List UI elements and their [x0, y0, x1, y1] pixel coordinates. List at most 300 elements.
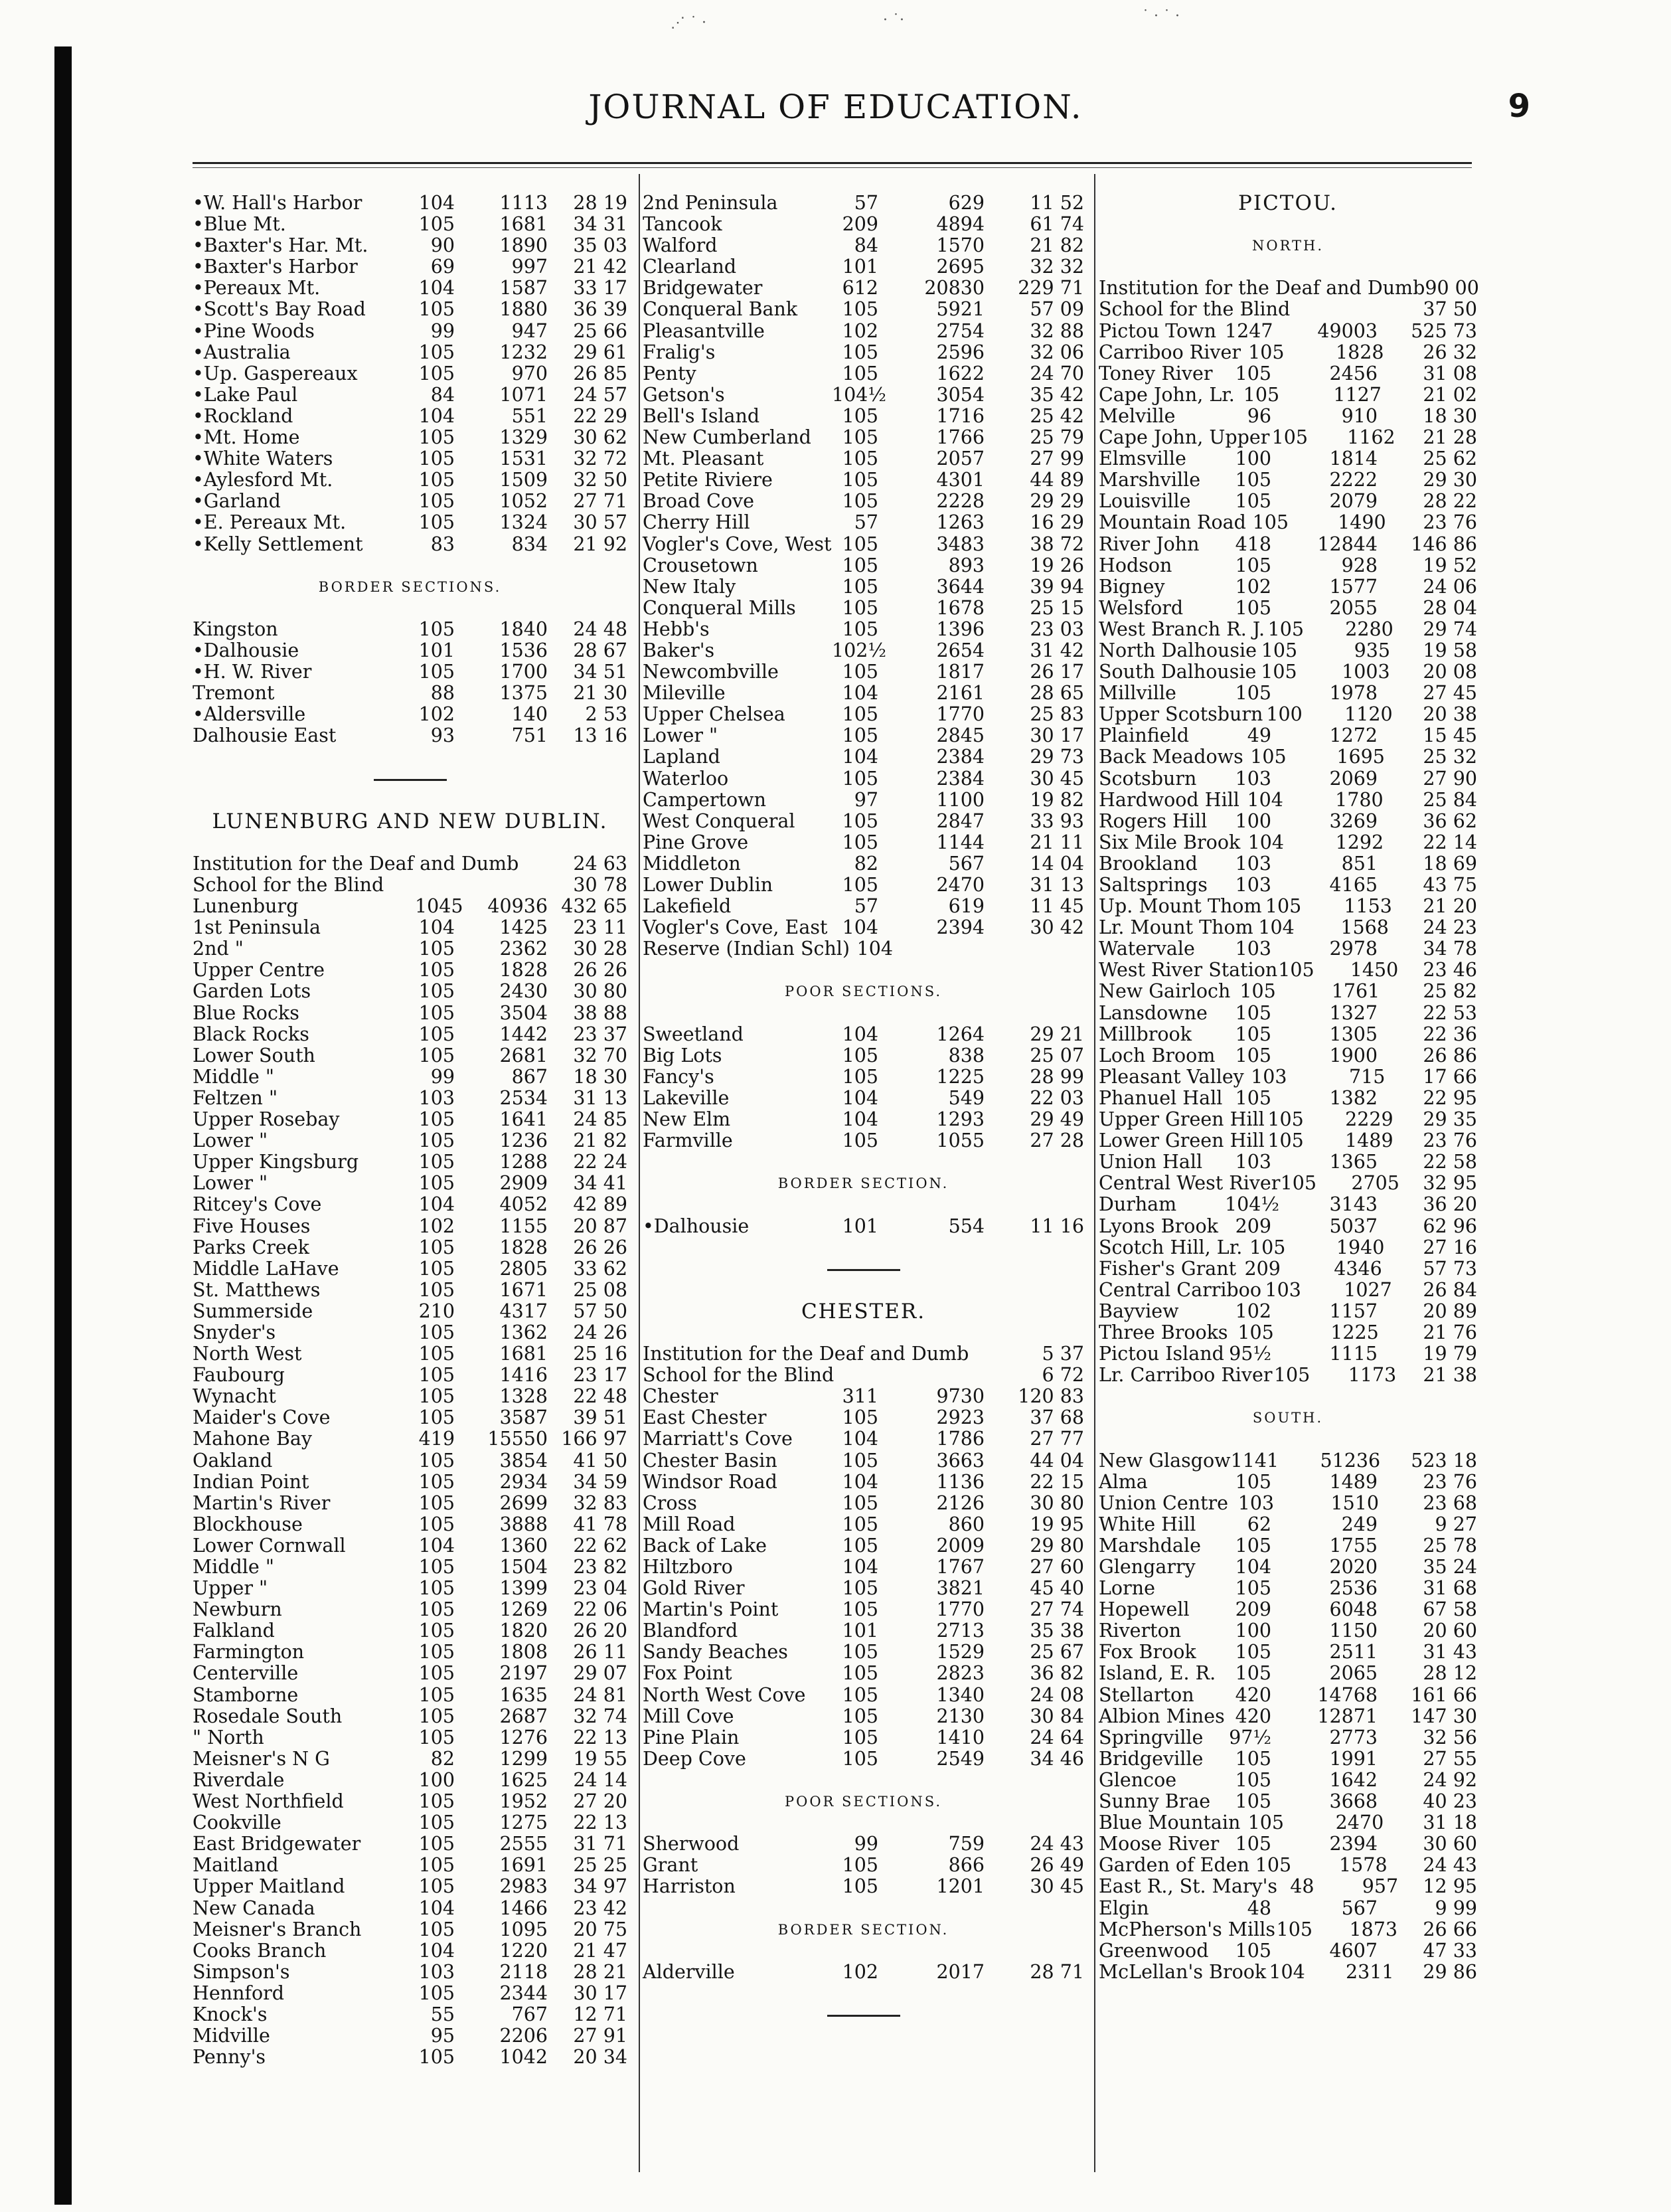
section-name: Brookland — [1099, 852, 1198, 875]
table-row — [643, 1216, 1084, 1237]
table-row — [1099, 299, 1477, 320]
grant-amount: 21 82 — [1030, 234, 1084, 257]
table-row — [193, 1386, 627, 1407]
grant-amount: 24 08 — [1030, 1683, 1084, 1706]
table-row — [193, 1642, 627, 1663]
table-row — [193, 1322, 627, 1343]
table-row — [193, 1940, 627, 1962]
section-name: Clearland — [643, 256, 737, 278]
days-taught: 105 — [418, 1577, 455, 1600]
section-name: Getson's — [643, 383, 725, 406]
days-taught: 105 — [842, 554, 878, 576]
days-taught: 105 — [1235, 682, 1271, 705]
days-taught: 105 — [418, 959, 455, 981]
grant-amount: 9 99 — [1435, 1897, 1477, 1919]
grant-amount: 29 49 — [1030, 1108, 1084, 1131]
section-name: Upper Chelsea — [643, 703, 785, 726]
grant-amount: 44 89 — [1030, 469, 1084, 491]
table-row — [1099, 534, 1477, 555]
section-name: Bell's Island — [643, 404, 760, 427]
column-left — [193, 193, 627, 2068]
days-taught: 104 — [842, 746, 878, 768]
grant-amount: 31 43 — [1423, 1641, 1477, 1663]
grant-amount: 34 97 — [573, 1875, 627, 1898]
section-name: •Kelly Settlement — [193, 533, 363, 555]
grant-amount: 16 29 — [1030, 511, 1084, 534]
days-taught: 104 — [842, 1108, 878, 1131]
days-taught — [1290, 299, 1324, 320]
attendance-days: 1100 — [936, 788, 985, 811]
days-taught: 105 — [842, 1747, 878, 1770]
section-name: Harriston — [643, 1875, 736, 1898]
section-name: Middle " — [193, 1556, 274, 1578]
section-name: Black Rocks — [193, 1023, 309, 1045]
table-row — [1099, 1855, 1477, 1876]
table-row — [193, 640, 627, 661]
days-taught: 105 — [842, 533, 878, 555]
attendance-days: 1027 — [1344, 1278, 1392, 1301]
grant-amount: 43 75 — [1423, 874, 1477, 896]
grant-amount: 26 49 — [1030, 1854, 1084, 1877]
attendance-days: 1489 — [1345, 1130, 1393, 1152]
table-row — [1099, 1024, 1477, 1045]
table-row — [193, 363, 627, 384]
grant-amount: 26 17 — [1030, 661, 1084, 683]
table-row — [643, 1962, 1084, 1983]
days-taught: 105 — [418, 1023, 455, 1045]
section-name: Sunny Brae — [1099, 1790, 1211, 1813]
grant-amount: 37 50 — [1423, 298, 1477, 321]
section-name: Stellarton — [1099, 1683, 1194, 1706]
grant-amount: 57 73 — [1423, 1257, 1478, 1280]
grant-amount: 24 81 — [573, 1683, 627, 1706]
table-row — [1099, 598, 1477, 619]
grant-amount: 23 76 — [1423, 511, 1477, 534]
days-taught: 97½ — [1229, 1726, 1271, 1748]
days-taught: 102 — [418, 703, 455, 726]
section-name: Middle LaHave — [193, 1257, 339, 1280]
section-name: Hennford — [193, 1982, 285, 2004]
grant-amount: 22 14 — [1423, 831, 1477, 853]
table-row — [1099, 1557, 1477, 1578]
table-row — [643, 1557, 1084, 1578]
table-row — [643, 790, 1084, 811]
grant-amount: 32 56 — [1423, 1726, 1477, 1748]
grant-amount: 38 88 — [573, 1001, 627, 1024]
section-name: Lower " — [193, 1130, 268, 1152]
days-taught: 105 — [842, 1534, 878, 1557]
days-taught: 105 — [1235, 1747, 1271, 1770]
grant-amount: 29 29 — [1030, 490, 1084, 513]
days-taught: 105 — [842, 448, 878, 470]
section-heading: BORDER SECTION. — [777, 1921, 949, 1938]
days-taught: 104 — [1258, 916, 1295, 939]
table-row — [193, 1898, 627, 1919]
table-row — [1099, 853, 1477, 875]
section-name: Broad Cove — [643, 490, 754, 513]
days-taught: 105 — [418, 426, 455, 449]
days-taught: 105 — [842, 404, 878, 427]
table-row — [193, 448, 627, 469]
attendance-days: 1292 — [1335, 831, 1384, 853]
table-row — [643, 1472, 1084, 1493]
scan-speck: ⋰ ˙ · — [671, 15, 706, 31]
section-name: Cross — [643, 1491, 697, 1514]
days-taught: 105 — [1235, 1662, 1271, 1685]
section-name: Lorne — [1099, 1577, 1155, 1600]
attendance-days: 2695 — [936, 256, 985, 278]
attendance-days: 2534 — [499, 1086, 548, 1109]
grant-amount: 24 70 — [1030, 362, 1084, 384]
section-name: Lyons Brook — [1099, 1215, 1218, 1237]
section-name: Walford — [643, 234, 718, 257]
days-taught: 96 — [1247, 404, 1271, 427]
table-row — [643, 1343, 1084, 1365]
attendance-days: 2470 — [1335, 1812, 1384, 1834]
attendance-days: 2206 — [499, 2025, 548, 2047]
table-row — [1099, 1450, 1477, 1472]
attendance-days: 2681 — [499, 1044, 548, 1066]
section-name: St. Matthews — [193, 1278, 321, 1301]
days-taught: 105 — [418, 362, 455, 384]
section-name: Fox Point — [643, 1662, 732, 1685]
days-taught: 105 — [418, 1385, 455, 1408]
section-name: White Hill — [1099, 1513, 1196, 1535]
days-taught: 82 — [430, 1747, 455, 1770]
table-row — [193, 384, 627, 406]
days-taught: 105 — [842, 809, 878, 832]
attendance-days: 1952 — [499, 1790, 548, 1813]
table-row — [193, 1493, 627, 1514]
attendance-days: 1466 — [499, 1897, 548, 1919]
attendance-days: 1510 — [1330, 1491, 1379, 1514]
table-row — [643, 896, 1084, 917]
grant-amount: 25 16 — [573, 1343, 627, 1365]
section-name: •Pine Woods — [193, 319, 315, 342]
grant-amount: 40 23 — [1423, 1790, 1477, 1813]
attendance-days: 12871 — [1317, 1705, 1378, 1727]
attendance-days: 3821 — [936, 1577, 985, 1600]
table-row — [1099, 1237, 1477, 1258]
attendance-days: 2130 — [936, 1705, 985, 1727]
days-taught: 105 — [1278, 959, 1314, 981]
grant-amount: 27 77 — [1030, 1428, 1084, 1450]
attendance-days: 997 — [511, 256, 548, 278]
attendance-days: 1940 — [1336, 1236, 1385, 1258]
days-taught: 311 — [842, 1385, 878, 1408]
table-row — [1099, 619, 1477, 640]
attendance-days: 1880 — [499, 298, 548, 321]
days-taught: 105 — [418, 1598, 455, 1621]
section-name: New Elm — [643, 1108, 731, 1131]
attendance-days: 1681 — [499, 213, 548, 236]
attendance-days: 554 — [948, 1215, 985, 1237]
days-taught: 103 — [1251, 1065, 1287, 1088]
section-name: Vogler's Cove, East — [643, 916, 828, 939]
attendance-days: 2161 — [936, 682, 985, 705]
attendance-days: 2823 — [936, 1662, 985, 1685]
days-taught: 105 — [842, 1598, 878, 1621]
grant-amount: 31 13 — [573, 1086, 627, 1109]
attendance-days: 2978 — [1329, 938, 1378, 960]
grant-amount: 31 08 — [1423, 362, 1477, 384]
grant-amount: 35 38 — [1030, 1620, 1084, 1642]
spacer — [643, 1770, 1084, 1791]
attendance-days: 1642 — [1329, 1768, 1378, 1791]
attendance-days: 3269 — [1329, 809, 1378, 832]
days-taught: 103 — [1237, 1491, 1275, 1514]
table-row — [193, 1983, 627, 2004]
days-taught: 103 — [1235, 852, 1271, 875]
days-taught: 95 — [430, 2025, 455, 2047]
attendance-days: 2118 — [499, 1960, 548, 1983]
table-row — [643, 1685, 1084, 1706]
section-name: Union Centre — [1099, 1491, 1229, 1514]
days-taught: 105 — [418, 2046, 455, 2069]
table-row — [1099, 278, 1477, 299]
days-taught: 105 — [418, 1278, 455, 1301]
spacer — [643, 1280, 1084, 1301]
table-row — [193, 1365, 627, 1386]
table-row — [643, 384, 1084, 406]
section-name: Lower Cornwall — [193, 1534, 346, 1557]
days-taught: 88 — [430, 682, 455, 705]
days-taught: 105 — [842, 831, 878, 853]
section-name: Snyder's — [193, 1321, 276, 1343]
section-name: Lapland — [643, 746, 720, 768]
spacer — [193, 790, 627, 811]
attendance-days: 2017 — [936, 1960, 985, 1983]
table-row — [193, 981, 627, 1002]
section-name: Phanuel Hall — [1099, 1086, 1223, 1109]
grant-amount: 34 41 — [573, 1172, 627, 1195]
days-taught: 93 — [430, 724, 455, 747]
section-name: Lower South — [193, 1044, 315, 1066]
attendance-days: 1671 — [499, 1278, 548, 1301]
grant-amount: 146 86 — [1411, 533, 1477, 555]
grant-amount: 32 74 — [573, 1705, 627, 1727]
table-row — [193, 1130, 627, 1151]
attendance-days: 1828 — [499, 1236, 548, 1258]
section-name: Alma — [1099, 1470, 1148, 1493]
section-name: 1st Peninsula — [193, 916, 321, 939]
grant-amount: 32 06 — [1030, 341, 1084, 363]
days-taught: 105 — [418, 1108, 455, 1131]
section-name: South Dalhousie — [1099, 661, 1257, 683]
days-taught: 105 — [1235, 1577, 1271, 1600]
table-row — [1099, 1472, 1477, 1493]
grant-amount: 27 28 — [1030, 1130, 1084, 1152]
section-name: Marshville — [1099, 469, 1201, 491]
section-name: New Gairloch — [1099, 980, 1231, 1003]
spacer — [643, 1194, 1084, 1215]
spacer — [193, 598, 627, 619]
days-taught: 105 — [1261, 639, 1298, 661]
attendance-days: 1042 — [499, 2046, 548, 2069]
grant-amount: 33 93 — [1030, 809, 1084, 832]
table-row — [193, 1151, 627, 1173]
grant-amount: 30 62 — [573, 426, 627, 449]
days-taught: 105 — [842, 703, 878, 726]
attendance-days: 1681 — [499, 1343, 548, 1365]
grant-amount: 24 06 — [1423, 575, 1477, 598]
table-row — [193, 1770, 627, 1791]
grant-amount: 12 71 — [573, 2003, 627, 2025]
grant-amount: 57 09 — [1030, 298, 1084, 321]
table-row — [193, 1301, 627, 1322]
spacer — [1099, 214, 1477, 235]
days-taught: 99 — [430, 319, 455, 342]
days-taught: 104½ — [832, 383, 887, 406]
spacer — [1099, 256, 1477, 278]
attendance-days: 1425 — [499, 916, 548, 939]
days-taught: 105 — [842, 1705, 878, 1727]
section-name: Upper Rosebay — [193, 1108, 340, 1131]
grant-amount: 21 20 — [1423, 895, 1477, 918]
days-taught: 105 — [1243, 383, 1280, 406]
table-row — [193, 193, 627, 214]
grant-amount: 24 92 — [1423, 1768, 1477, 1791]
table-row — [193, 321, 627, 342]
attendance-days: 1691 — [499, 1854, 548, 1877]
section-name: •Baxter's Harbor — [193, 256, 358, 278]
grant-amount: 23 76 — [1423, 1130, 1477, 1152]
attendance-days: 3587 — [499, 1406, 548, 1429]
grant-amount: 21 02 — [1423, 383, 1478, 406]
table-row — [643, 1066, 1084, 1088]
days-taught: 104 — [418, 404, 455, 427]
grant-amount: 22 29 — [573, 404, 627, 427]
section-name: Deep Cove — [643, 1747, 746, 1770]
days-taught: 57 — [854, 895, 878, 918]
grant-amount: 23 03 — [1030, 618, 1084, 640]
table-row — [1099, 384, 1477, 406]
section-name: Tancook — [643, 213, 722, 236]
attendance-days: 1489 — [1329, 1470, 1378, 1493]
attendance-days: 1716 — [936, 404, 985, 427]
days-taught: 104 — [842, 1023, 878, 1045]
attendance-days: 4165 — [1329, 874, 1378, 896]
days-taught: 105 — [418, 1130, 455, 1152]
table-row — [643, 832, 1084, 853]
days-taught: 105 — [418, 1001, 455, 1024]
section-name: Lower " — [643, 724, 718, 747]
days-taught: 102 — [1235, 575, 1271, 598]
table-row — [1099, 981, 1477, 1002]
table-row — [193, 1514, 627, 1535]
attendance-days: 3668 — [1329, 1790, 1378, 1813]
table-row — [1099, 491, 1477, 512]
attendance-days: 1201 — [936, 1875, 985, 1898]
table-row — [1099, 1109, 1477, 1130]
days-taught: 105 — [418, 1491, 455, 1514]
days-taught: 101 — [842, 256, 878, 278]
days-taught: 105 — [418, 1044, 455, 1066]
section-name: •Australia — [193, 341, 291, 363]
section-name: Chester — [643, 1385, 718, 1408]
days-taught: 105 — [1235, 1534, 1271, 1557]
table-row — [1099, 1642, 1477, 1663]
table-row — [643, 427, 1084, 448]
days-taught: 105 — [418, 618, 455, 640]
grant-amount: 44 04 — [1030, 1449, 1084, 1472]
section-name: School for the Blind — [1099, 298, 1291, 321]
attendance-days: 140 — [511, 703, 548, 726]
table-row — [1099, 1940, 1477, 1962]
grant-amount: 13 16 — [573, 724, 627, 747]
section-name: East Chester — [643, 1406, 767, 1429]
attendance-days: 2079 — [1329, 490, 1378, 513]
attendance-days: 2229 — [1345, 1108, 1393, 1131]
grant-amount: 26 84 — [1423, 1278, 1478, 1301]
grant-amount: 23 04 — [573, 1577, 627, 1600]
days-taught: 105 — [842, 426, 878, 449]
section-name: Hardwood Hill — [1099, 788, 1239, 811]
table-row — [643, 278, 1084, 299]
grant-amount: 24 14 — [573, 1768, 627, 1791]
attendance-days: 2555 — [499, 1833, 548, 1855]
attendance-days: 2394 — [936, 916, 985, 939]
table-row — [193, 1280, 627, 1301]
section-name: Glengarry — [1099, 1556, 1196, 1578]
table-row — [1099, 427, 1477, 448]
table-row — [1099, 1876, 1477, 1897]
grant-amount: 25 67 — [1030, 1641, 1084, 1663]
section-name: Durham — [1099, 1193, 1177, 1216]
table-row — [193, 214, 627, 235]
days-taught: 105 — [1235, 1086, 1271, 1109]
attendance-days: 866 — [948, 1854, 985, 1877]
days-taught: 105 — [1235, 1641, 1271, 1663]
table-row — [1099, 790, 1477, 811]
spacer — [643, 1898, 1084, 1919]
grant-amount: 30 84 — [1030, 1705, 1084, 1727]
section-name: Rogers Hill — [1099, 809, 1208, 832]
section-name: East R., St. Mary's — [1099, 1875, 1278, 1898]
days-taught: 105 — [1235, 1023, 1271, 1045]
attendance-days: 1157 — [1329, 1300, 1378, 1322]
attendance-days: 1264 — [936, 1023, 985, 1045]
days-taught: 103 — [1265, 1278, 1301, 1301]
grant-amount: 31 42 — [1030, 639, 1084, 661]
attendance-days: 2065 — [1329, 1662, 1378, 1685]
spacer — [643, 1237, 1084, 1258]
grant-amount: 9 27 — [1435, 1513, 1477, 1535]
section-name: •Baxter's Har. Mt. — [193, 234, 368, 257]
grant-amount: 33 17 — [573, 277, 627, 299]
attendance-days: 619 — [948, 895, 985, 918]
grant-amount: 36 39 — [573, 298, 627, 321]
attendance-days: 1780 — [1335, 788, 1384, 811]
table-row — [643, 1088, 1084, 1109]
table-row — [1099, 704, 1477, 725]
attendance-days: 1155 — [499, 1215, 548, 1237]
grant-amount: 30 28 — [573, 938, 627, 960]
days-taught: 103 — [1235, 874, 1271, 896]
attendance-days: 4607 — [1329, 1939, 1378, 1962]
section-name: Indian Point — [193, 1470, 309, 1493]
grant-amount: 17 66 — [1423, 1065, 1477, 1088]
days-taught: 105 — [1267, 1108, 1304, 1131]
days-taught: 102 — [842, 1960, 878, 1983]
section-name: West Branch R. J. — [1099, 618, 1265, 640]
section-name: Kingston — [193, 618, 278, 640]
column-divider — [1094, 174, 1095, 2172]
table-row — [193, 1557, 627, 1578]
days-taught: 105 — [418, 1918, 455, 1940]
section-name: Cookville — [193, 1812, 281, 1834]
section-name: Mahone Bay — [193, 1428, 313, 1450]
